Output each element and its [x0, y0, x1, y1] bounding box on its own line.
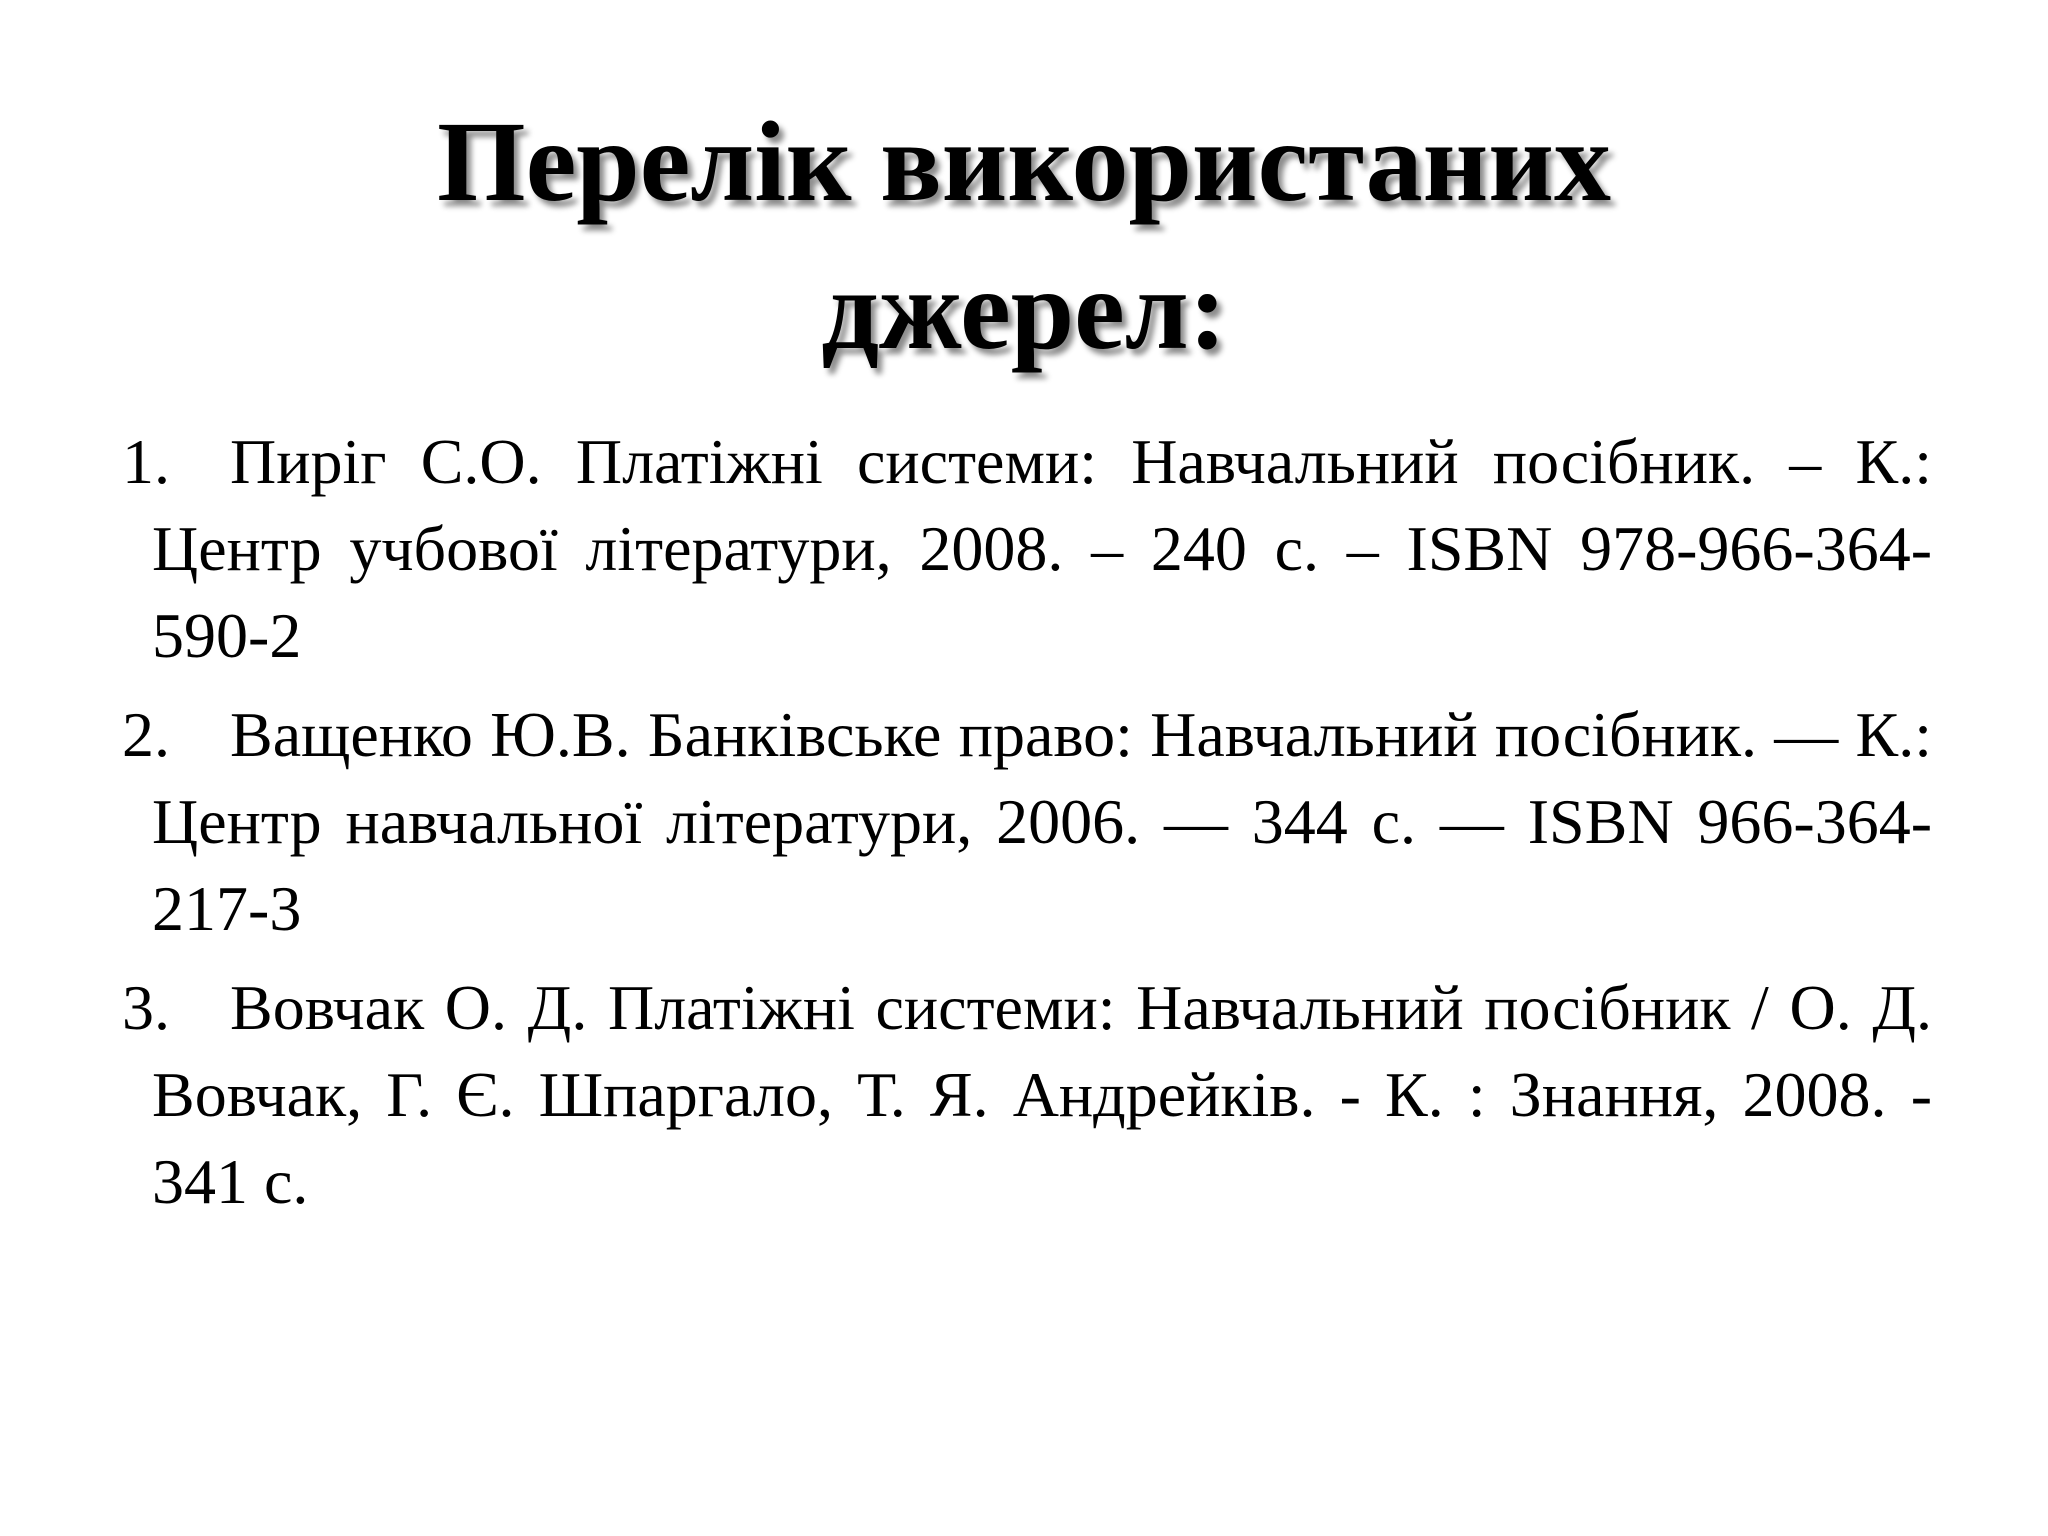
reference-item	[122, 964, 1932, 1225]
reference-item	[122, 691, 1932, 952]
slide-title-line-1: Перелік використаних	[437, 98, 1611, 225]
reference-text: Ващенко Ю.В. Банківське право: Навчальний посібник. — К.: Центр навчальної літератури, 2006. — 344 с. — ISBN 966-364-217-3	[152, 699, 1932, 944]
reference-item	[122, 418, 1932, 679]
reference-number: 3.	[122, 972, 170, 1043]
reference-number: 1.	[122, 426, 170, 497]
slide-title	[0, 88, 2048, 384]
reference-text: Вовчак О. Д. Платіжні системи: Навчальний посібник / О. Д. Вовчак, Г. Є. Шпаргало, Т. Я. Андрейків. - К. : Знання, 2008. - 341 с.	[152, 972, 1932, 1217]
reference-list	[122, 418, 1932, 1237]
slide-title-line-2: джерел:	[821, 246, 1227, 373]
reference-number: 2.	[122, 699, 170, 770]
reference-text: Пиріг С.О. Платіжні системи: Навчальний посібник. – К.: Центр учбової літератури, 2008. – 240 с. – ISBN 978-966-364-590-2	[152, 426, 1932, 671]
